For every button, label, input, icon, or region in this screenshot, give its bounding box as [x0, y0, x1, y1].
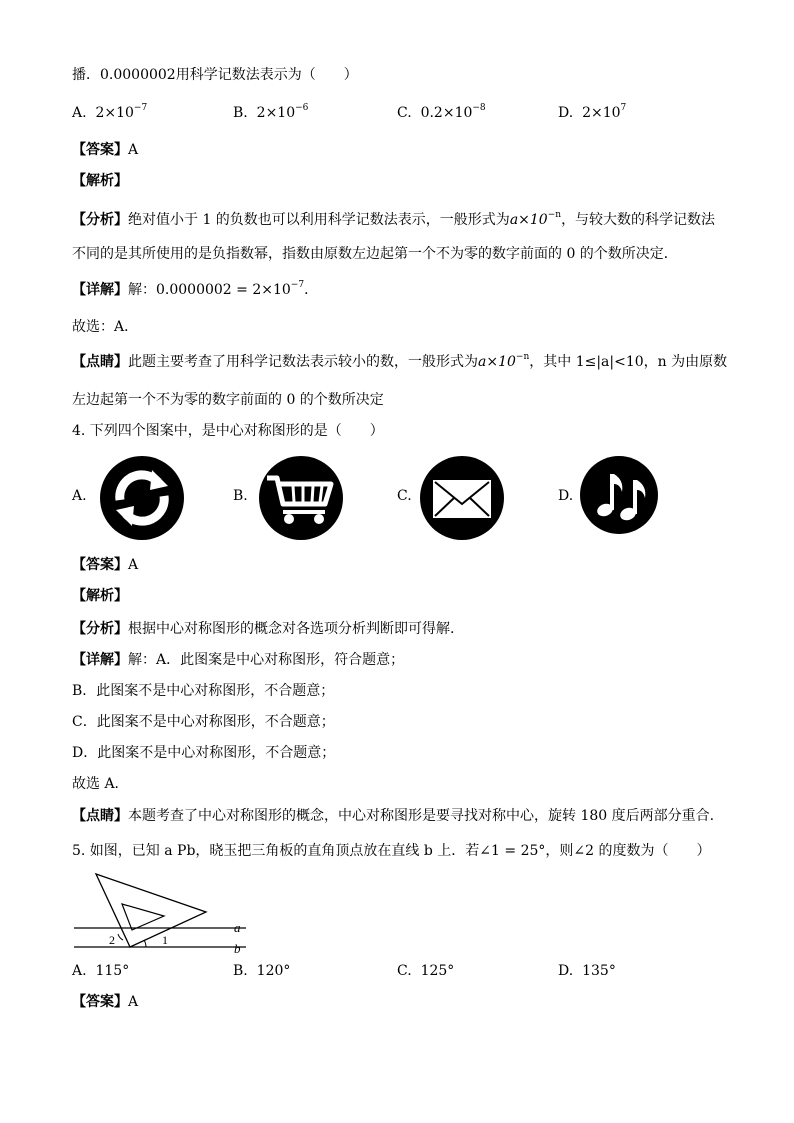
q3-option-c: C. $0.2\times 10^{-8}$ — [397, 103, 486, 121]
q4-label-d: D. — [558, 488, 574, 504]
q3-fenxi-line1: 【分析】绝对值小于 1 的负数也可以利用科学记数法表示，一般形式为$a\times 10^{-n}$，与较大数的科学记数法 — [72, 210, 716, 228]
q4-analysis-heading: 【解析】 — [72, 588, 128, 604]
refresh-icon — [100, 456, 184, 544]
q4-label-b: B. — [233, 488, 248, 504]
q3-dianjing-line1: 【点睛】此题主要考查了用科学记数法表示较小的数，一般形式为$a\times 10^{-n}$，其中 1≤|a|<10，n 为由原数 — [72, 352, 728, 370]
q4-stem: 4. 下列四个图案中，是中心对称图形的是（ ） — [72, 423, 384, 439]
q3-guxuan: 故选：A． — [72, 319, 139, 335]
q3-analysis-heading: 【解析】 — [72, 173, 128, 189]
q5-answer: 【答案】A — [72, 994, 139, 1010]
q4-line-d: D．此图案不是中心对称图形，不合题意； — [72, 745, 336, 761]
q4-guxuan: 故选 A． — [72, 776, 129, 792]
q4-xiangjie: 【详解】解：A．此图案是中心对称图形，符合题意； — [72, 652, 405, 668]
shopping-cart-icon — [259, 456, 343, 544]
q4-line-b: B．此图案不是中心对称图形，不合题意； — [72, 683, 335, 699]
q4-answer: 【答案】A — [72, 557, 139, 573]
q4-dianjing: 【点睛】本题考查了中心对称图形的概念，中心对称图形是要寻找对称中心，旋转 180 度后两部分重合. — [72, 808, 715, 824]
q3-answer: 【答案】A — [72, 142, 139, 158]
q3-dianjing-line2: 左边起第一个不为零的数字前面的 0 的个数所决定 — [72, 392, 384, 408]
q3-option-d: D. $2\times 10^7$ — [558, 103, 627, 121]
label-angle-2: 2 — [109, 933, 115, 947]
q4-line-c: C．此图案不是中心对称图形，不合题意； — [72, 714, 335, 730]
q5-option-c: C. 125° — [397, 963, 455, 979]
q5-option-d: D. 135° — [558, 963, 616, 979]
label-angle-1: 1 — [162, 933, 168, 947]
q4-label-a: A. — [72, 488, 87, 504]
label-a: a — [234, 920, 241, 935]
q4-label-c: C. — [397, 488, 412, 504]
q5-option-a: A. 115° — [72, 963, 130, 979]
q3-xiangjie: 【详解】解：$0.0000002 = 2\times 10^{-7}$． — [72, 280, 319, 298]
q3-option-a: A. $2\times 10^{-7}$ — [72, 103, 148, 121]
music-note-icon — [580, 456, 658, 538]
set-square-inner — [122, 904, 164, 930]
q5-stem: 5. 如图，已知 a Pb，晓玉把三角板的直角顶点放在直线 b 上．若∠1 = 25°，则∠2 的度数为（ ） — [72, 843, 711, 859]
triangle-ruler-figure — [68, 870, 258, 964]
label-b: b — [234, 941, 241, 956]
envelope-icon — [420, 456, 504, 544]
q3-fenxi-line2: 不同的是其所使用的是负指数幂，指数由原数左边起第一个不为零的数字前面的 0 的个数所决定． — [72, 246, 678, 262]
q3-stem: 播．0.0000002用科学记数法表示为（ ） — [72, 67, 358, 83]
q5-option-b: B. 120° — [233, 963, 291, 979]
q4-fenxi: 【分析】根据中心对称图形的概念对各选项分析判断即可得解. — [72, 621, 455, 637]
q3-option-b: B. $2\times 10^{-6}$ — [233, 103, 309, 121]
